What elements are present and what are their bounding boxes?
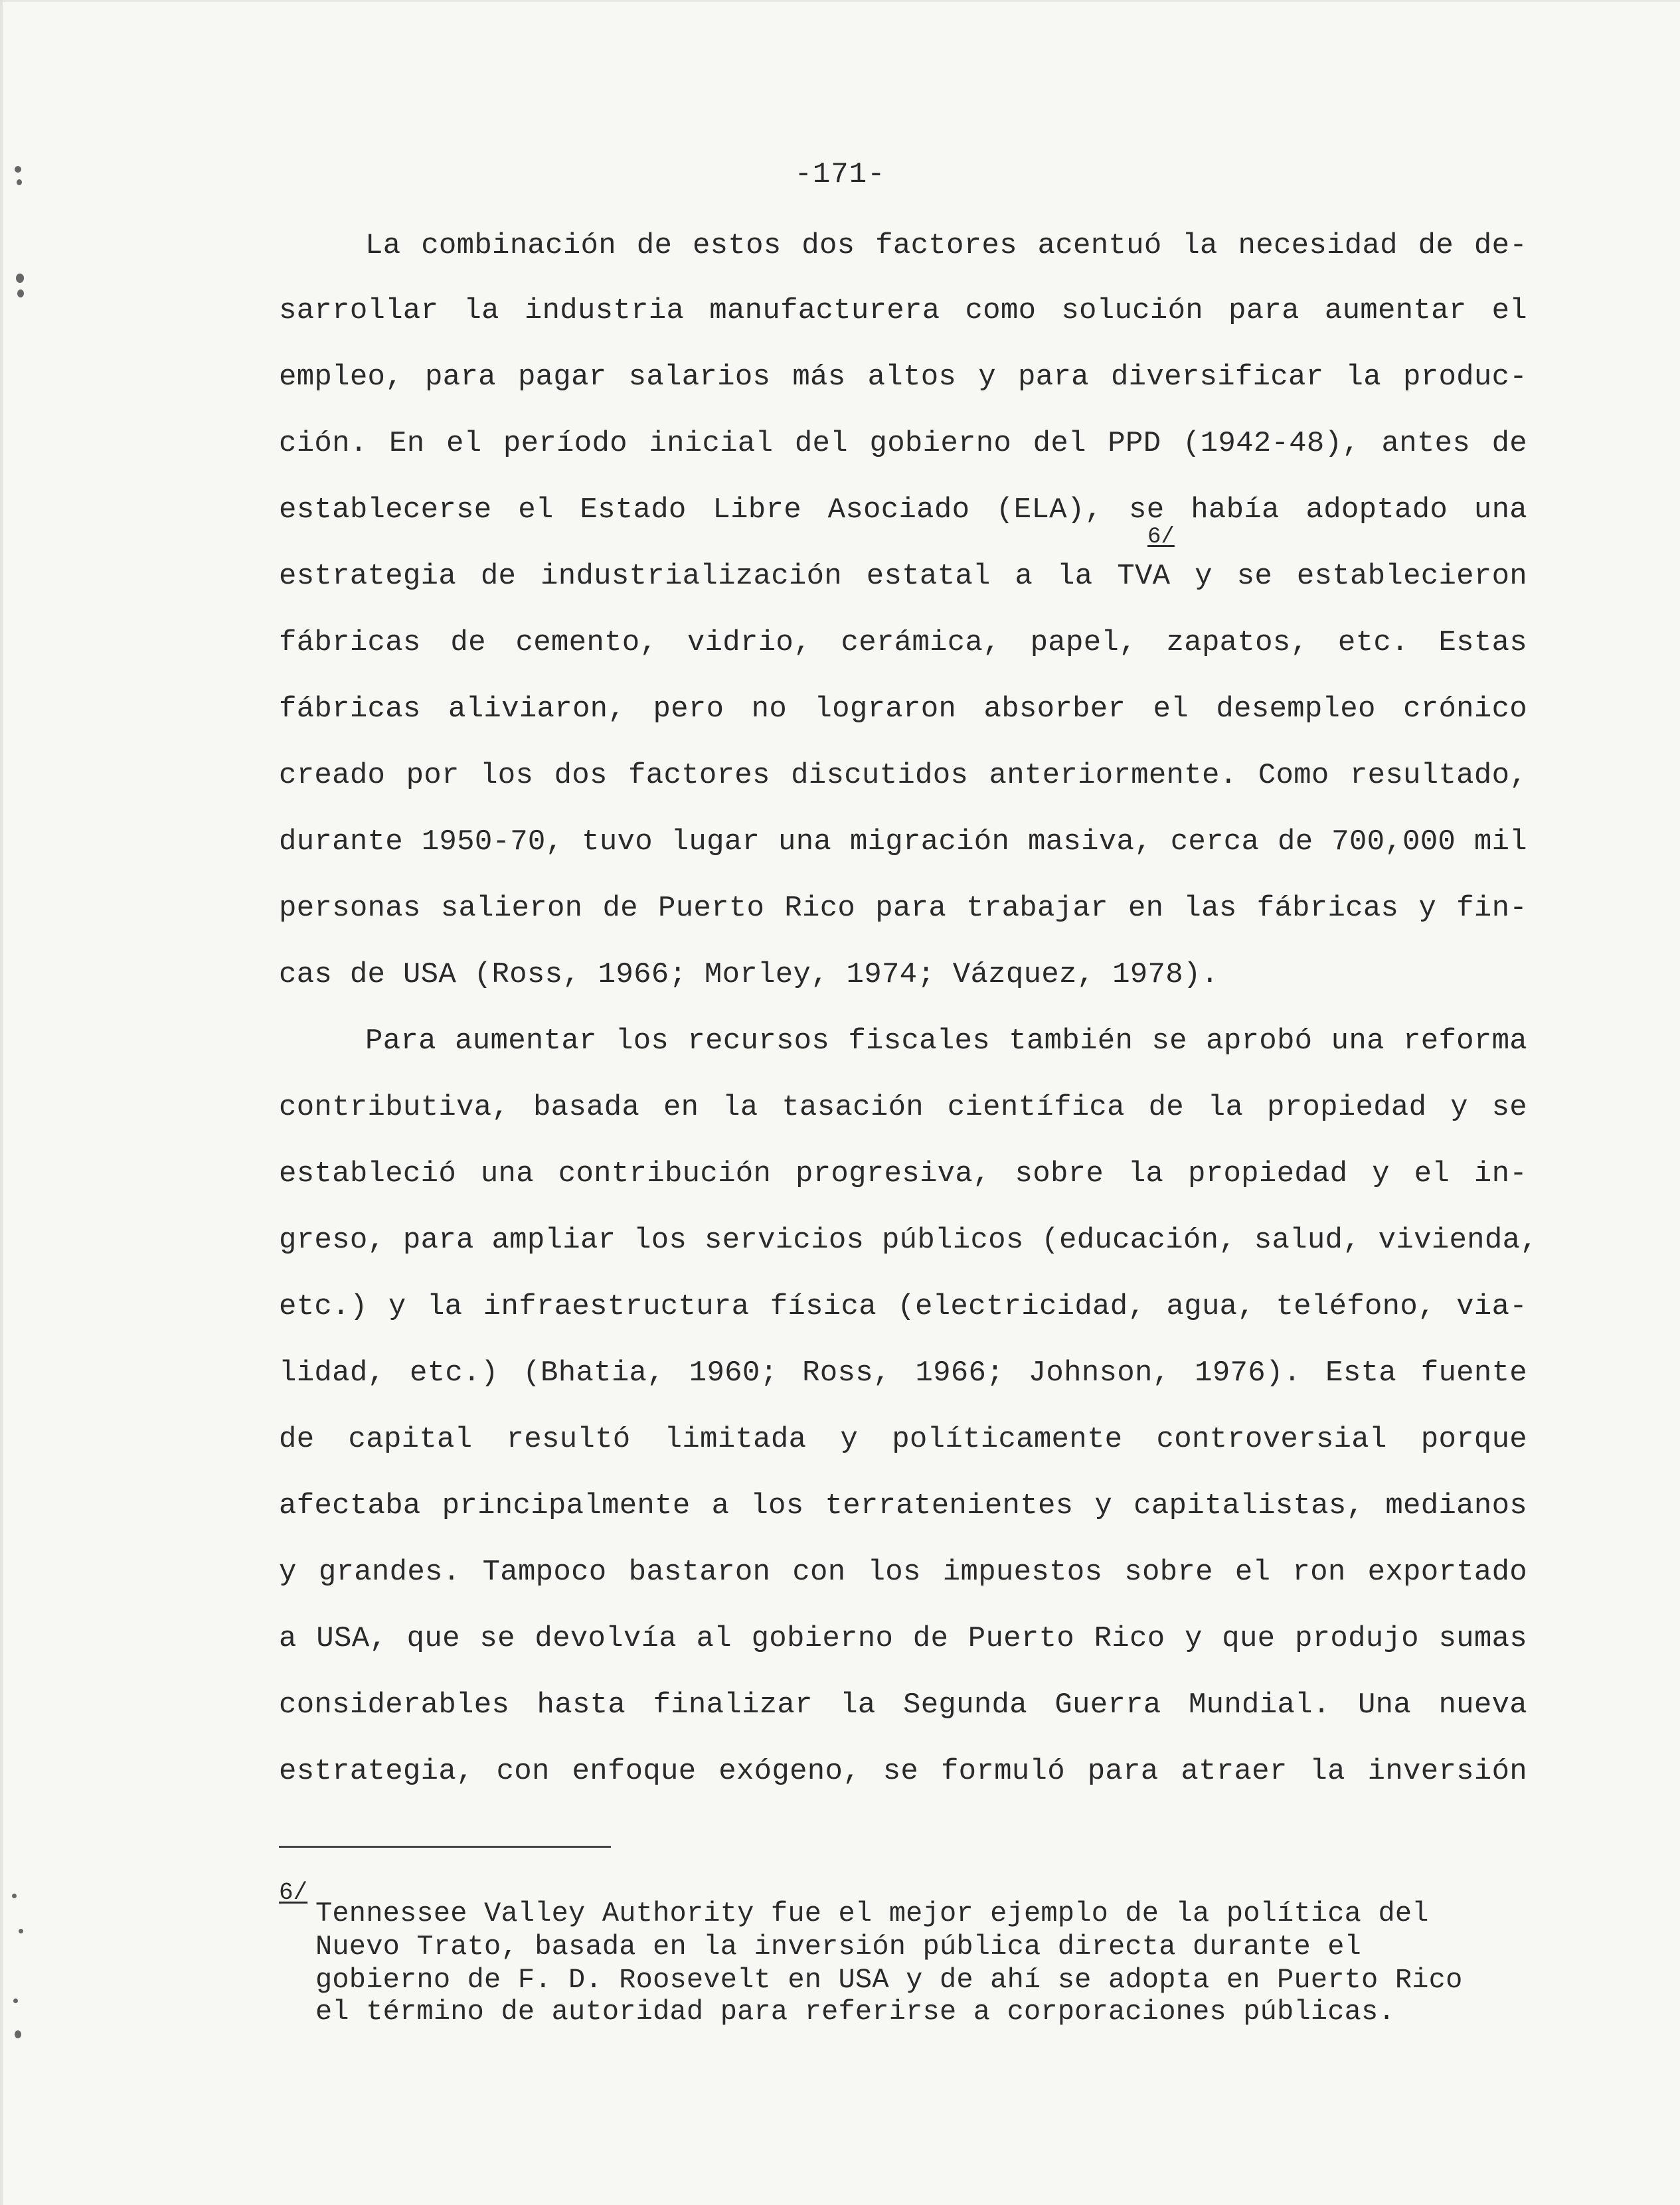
body-line: establecerse el Estado Libre Asociado (ELA), se había adoptado una (279, 493, 1527, 527)
body-line: empleo, para pagar salarios más altos y para diversificar la produc- (279, 361, 1527, 394)
scan-speck (17, 179, 22, 185)
body-line: sarrollar la industria manufacturera como solución para aumentar el (279, 294, 1527, 327)
body-line: fábricas aliviaron, pero no lograron absorber el desempleo crónico (279, 693, 1527, 726)
page-number: -171- (794, 158, 886, 191)
body-line: estrategia, con enfoque exógeno, se formuló para atraer la inversión (279, 1755, 1527, 1788)
body-line: greso, para ampliar los servicios públicos (educación, salud, vivienda, (279, 1224, 1539, 1257)
scan-speck (13, 1999, 18, 2003)
body-line: estableció una contribución progresiva, sobre la propiedad y el in- (279, 1157, 1527, 1190)
footnote-line: el término de autoridad para referirse a corporaciones públicas. (315, 1996, 1395, 2028)
body-line: personas salieron de Puerto Rico para trabajar en las fábricas y fin- (279, 892, 1527, 925)
body-line: estrategia de industrialización estatal a la TVA y se establecieron (279, 560, 1527, 593)
scan-speck (16, 274, 24, 283)
footnote-line: gobierno de F. D. Roosevelt en USA y de ahí se adopta en Puerto Rico (315, 1964, 1463, 1996)
body-line: considerables hasta finalizar la Segunda Guerra Mundial. Una nueva (279, 1688, 1527, 1722)
body-line: cas de USA (Ross, 1966; Morley, 1974; Vázquez, 1978). (279, 958, 1219, 991)
body-line: ción. En el período inicial del gobierno del PPD (1942-48), antes de (279, 427, 1527, 460)
footnote-mark: 6/ (279, 1879, 308, 1906)
scan-speck (12, 1894, 17, 1898)
body-line: y grandes. Tampoco bastaron con los impuestos sobre el ron exportado (279, 1556, 1527, 1589)
body-line: lidad, etc.) (Bhatia, 1960; Ross, 1966; Johnson, 1976). Esta fuente (279, 1356, 1527, 1390)
body-line: de capital resultó limitada y políticamente controversial porque (279, 1423, 1527, 1456)
body-line: creado por los dos factores discutidos anteriormente. Como resultado, (279, 759, 1527, 792)
scan-speck (15, 166, 21, 173)
body-line: durante 1950-70, tuvo lugar una migración masiva, cerca de 700,000 mil (279, 825, 1527, 858)
body-line: fábricas de cemento, vidrio, cerámica, papel, zapatos, etc. Estas (279, 626, 1527, 659)
page-edge-top (0, 0, 1680, 2)
footnote-line: Nuevo Trato, basada en la inversión pública directa durante el (315, 1931, 1362, 1963)
footnote-rule (279, 1846, 611, 1848)
scan-speck (17, 289, 24, 297)
body-line: a USA, que se devolvía al gobierno de Puerto Rico y que produjo sumas (279, 1622, 1527, 1655)
footnote-reference: 6/ (1147, 525, 1175, 550)
body-line: contributiva, basada en la tasación científica de la propiedad y se (279, 1091, 1527, 1124)
footnote-line: Tennessee Valley Authority fue el mejor ejemplo de la política del (315, 1898, 1429, 1929)
body-line: Para aumentar los recursos fiscales también se aprobó una reforma (365, 1024, 1527, 1058)
scan-speck (19, 1929, 23, 1933)
body-line: etc.) y la infraestructura física (electricidad, agua, teléfono, via- (279, 1290, 1527, 1323)
scan-speck (15, 2030, 21, 2038)
body-line: afectaba principalmente a los terratenientes y capitalistas, medianos (279, 1489, 1527, 1522)
page-edge-left (0, 0, 3, 2205)
body-line: La combinación de estos dos factores acentuó la necesidad de de- (365, 229, 1527, 262)
